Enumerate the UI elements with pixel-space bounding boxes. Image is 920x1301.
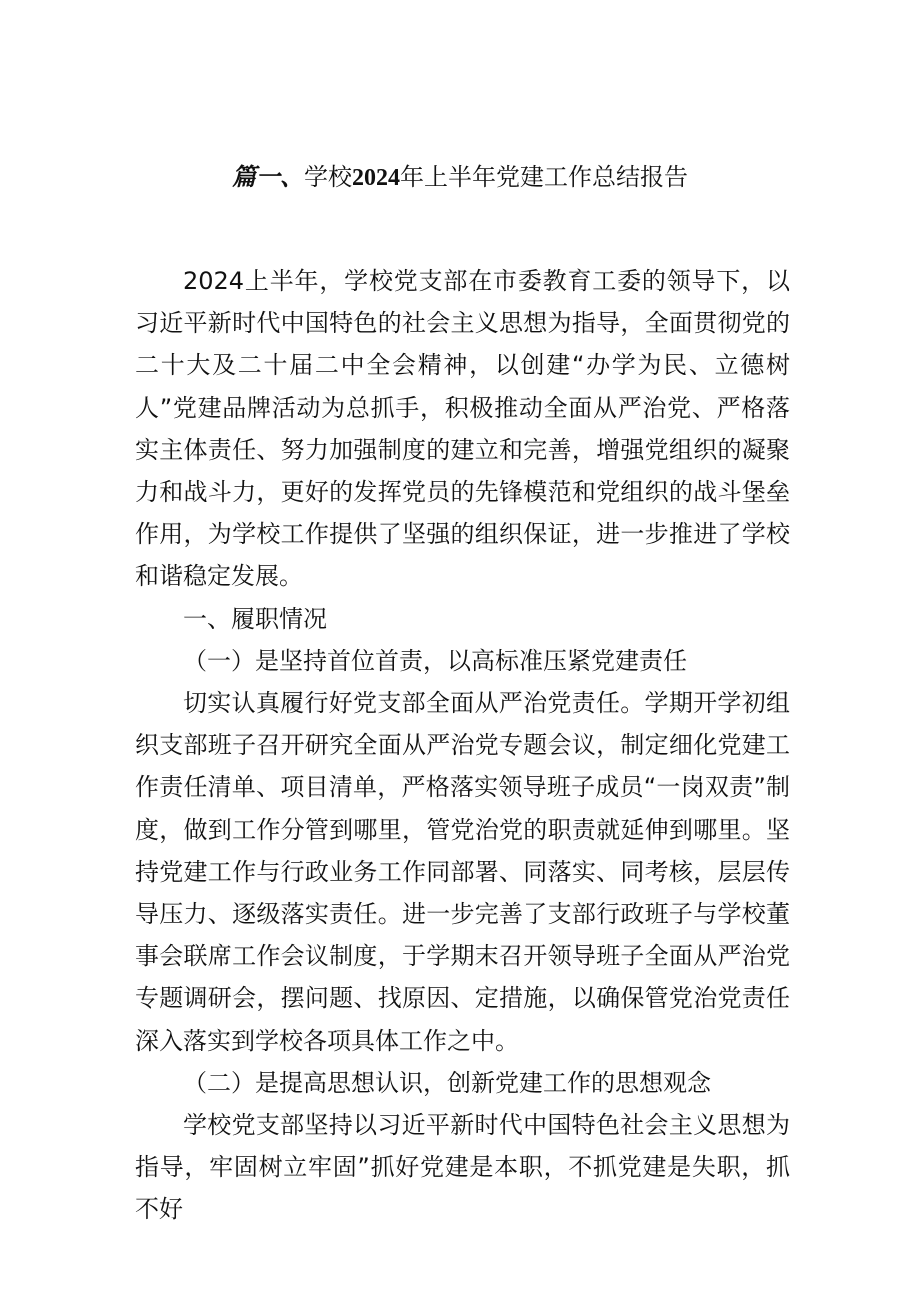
title-part-a: 学校 (304, 163, 352, 191)
document-body (135, 260, 790, 1231)
title-year: 2024 (352, 165, 400, 191)
intro-paragraph: 2024上半年，学校党支部在市委教育工委的领导下，以习近平新时代中国特色的社会主义思想为指导，全面贯彻党的二十大及二十届二中全会精神，以创建“办学为民、立德树人”党建品牌活动为总抓手，积极推动全面从严治党、严格落实主体责任、努力加强制度的建立和完善，增强党组织的凝聚力和战斗力，更好的发挥党员的先锋模范和党组织的战斗堡垒作用，为学校工作提供了坚强的组织保证，进一步推进了学校和谐稳定发展。 (135, 267, 790, 591)
subsection-paragraph-1: 切实认真履行好党支部全面从严治党责任。学期开学初组织支部班子召开研究全面从严治党专题会议，制定细化党建工作责任清单、项目清单，严格落实领导班子成员“一岗双责”制度，做到工作分管到哪里，管党治党的职责就延伸到哪里。坚持党建工作与行政业务工作同部署、同落实、同考核，层层传导压力、逐级落实责任。进一步完善了支部行政班子与学校董事会联席工作会议制度，于学期末召开领导班子全面从严治党专题调研会，摆问题、找原因、定措施，以确保管党治党责任深入落实到学校各项具体工作之中。 (135, 689, 790, 1055)
subsection-heading-2: （二）是提高思想认识，创新党建工作的思想观念 (183, 1068, 711, 1097)
title-part-b: 年上半年党建工作总结报告 (400, 163, 688, 191)
title-prefix: 篇一、 (232, 162, 304, 191)
subsection-paragraph-2: 学校党支部坚持以习近平新时代中国特色社会主义思想为指导，牢固树立牢固”抓好党建是本职，不抓党建是失职，抓不好 (135, 1111, 790, 1224)
subsection-heading-1: （一）是坚持首位首责，以高标准压紧党建责任 (183, 646, 687, 675)
section-heading-duties: 一、履职情况 (183, 604, 327, 633)
document-title (0, 160, 920, 195)
